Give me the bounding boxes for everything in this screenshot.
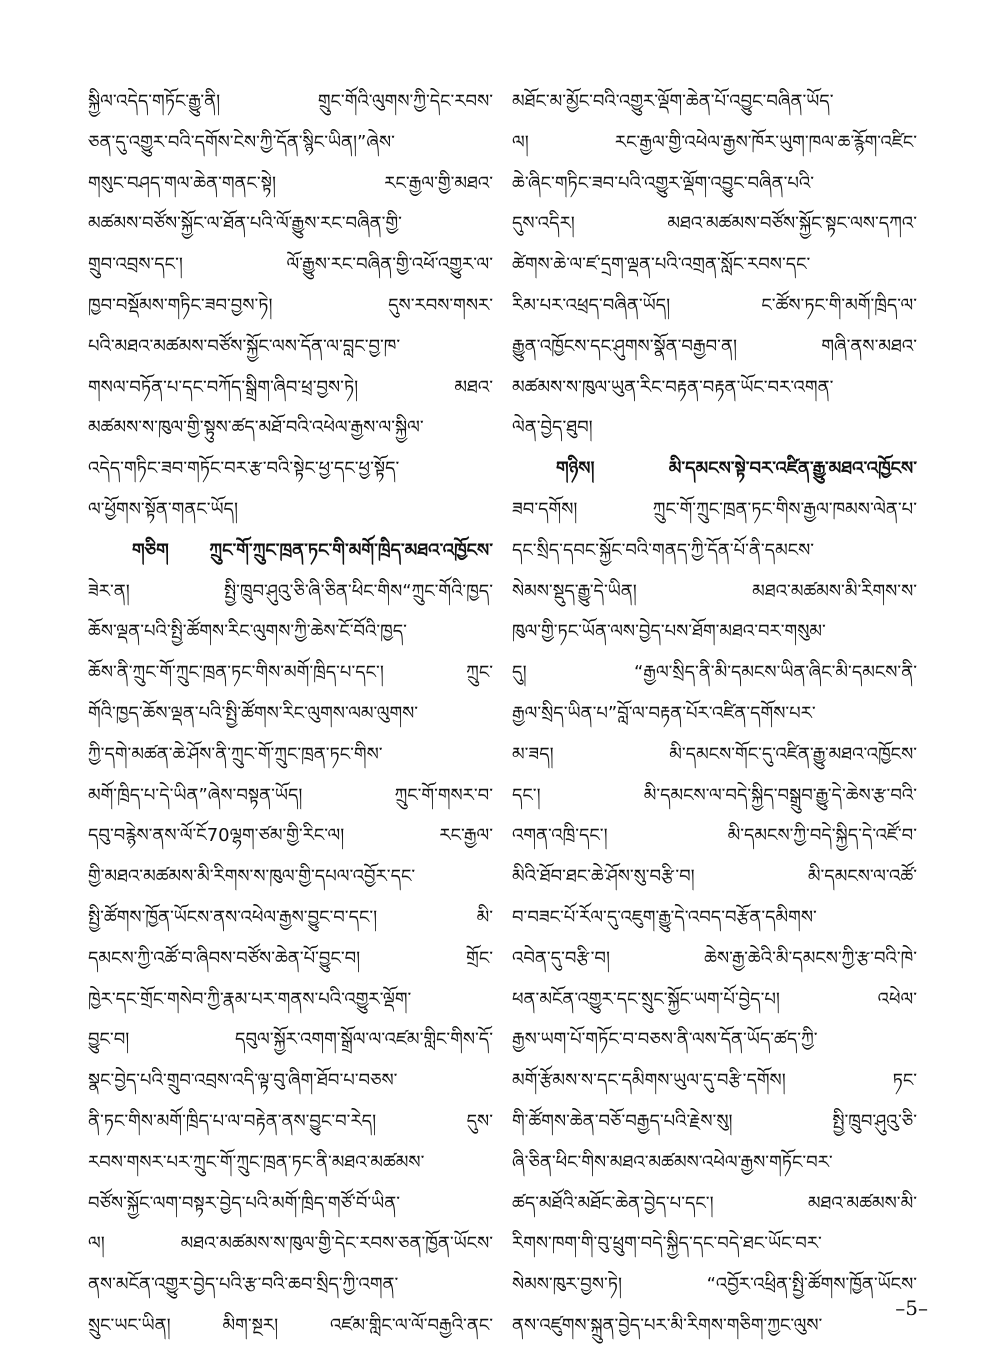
- text-line: མཚམས་ས་ཁུལ་ཡུན་རིང་བརྟན་བརྟན་ཡོང་བར་འགན་: [512, 376, 834, 398]
- text-line: ཆོས་ལྡན་པའི་སྤྱི་ཚོགས་རིང་ལུགས་ཀྱི་ཆེས་ངོ་བོའི་ཁྱད་: [88, 621, 407, 643]
- text-line: པའི་མཐའ་མཚམས་བཙོས་སྐྱོང་ལས་དོན་ལ་བླང་བྱ་ཁ་: [88, 335, 401, 357]
- text-line: ནི་ཏང་གིས་མགོ་ཁྲིད་པ་ལ་བརྟེན་ནས་བྱུང་བ་རེད། དུས་: [88, 1110, 493, 1132]
- text-line: སྲུང་ཡང་ཡིན། མིག་སྔར། འཛམ་གླིང་ལ་ལོ་བརྒྱའི་ནང་: [88, 1314, 493, 1336]
- text-line: དང་སྲིད་དབང་སྐྱོང་བའི་གནད་ཀྱི་དོན་པོ་ནི་དམངས་: [512, 539, 815, 561]
- text-line: མ་ཟད། མི་དམངས་གོང་དུ་འཛིན་རྒྱུ་མཐའ་འཁྱོངས་: [512, 743, 917, 765]
- text-line: ཁྱེར་དང་གྲོང་གསེབ་ཀྱི་རྣམ་པར་གནས་པའི་འགྱུར་ལྡོག་: [88, 988, 412, 1010]
- text-line: ཞི་ཅིན་ཕིང་གིས་མཐའ་མཚམས་འཕེལ་རྒྱས་གཏོང་བར་: [512, 1151, 833, 1173]
- text-line: མགོ་ཁྲིད་པ་དེ་ཡིན”ཞེས་བསྟན་ཡོད། ཀྲུང་གོ་གསར་བ་: [88, 784, 493, 806]
- text-line: ཚེགས་ཆེ་ལ་ཛ་དྲག་ལྡན་པའི་འགྲན་སློང་རབས་དང་: [512, 254, 811, 276]
- page-number: –5–: [895, 1296, 928, 1320]
- section-heading: གཅིག ཀྲུང་གོ་ཀྲུང་ཁྲན་ཏང་གི་མགོ་ཁྲིད་མཐའ་འཁྱོངས་: [132, 539, 493, 561]
- text-line: ཁུལ་གྱི་ཏང་ཡོན་ལས་བྱེད་པས་ཐོག་མཐའ་བར་གསུམ་: [512, 621, 826, 643]
- text-line: དབུ་བརྙེས་ནས་ལོ་ངོ70ལྷག་ཙམ་གྱི་རིང་ལ། རང་རྒྱལ་: [88, 825, 493, 847]
- text-line: བྱུང་བ། དབུལ་སྐྱོར་འགག་སྒྲོལ་ལ་འཛམ་གླིང་གིས་དོ་: [88, 1029, 493, 1051]
- text-line: ལ། མཐའ་མཚམས་ས་ཁུལ་གྱི་དེང་རབས་ཅན་ཁྱོན་ཡོངས་: [88, 1233, 493, 1255]
- text-line: སེམས་སྡུད་རྒྱུ་དེ་ཡིན། མཐའ་མཚམས་མི་རིགས་ས་: [512, 580, 917, 602]
- text-line: གསུང་བཤད་གལ་ཆེན་གནང་སྟེ། རང་རྒྱལ་གྱི་མཐའ་: [88, 172, 493, 194]
- text-line: རྒྱལ་སྲིད་ཡིན་པ”བློ་ལ་བརྟན་པོར་འཛིན་དགོས་པར་: [512, 702, 816, 724]
- text-line: གསལ་བཏོན་པ་དང་བཀོད་སྒྲིག་ཞིབ་ཕྲ་བྱས་ཏེ། མཐའ་: [88, 376, 493, 398]
- text-line: རིགས་ཁག་གི་བུ་ཕྲུག་བདེ་སྐྱིད་དང་བདེ་ཐང་ཡོང་བར་: [512, 1233, 822, 1255]
- text-line: ནས་འཛུགས་སྐྲུན་བྱེད་པར་མི་རིགས་གཅིག་ཀྱང་ལུས་: [512, 1314, 823, 1336]
- text-line: གི་ཚོགས་ཆེན་བཅོ་བརྒྱད་པའི་རྗེས་སུ། སྤྱི་ཁྲུབ་ཤུའུ་ཅི་: [512, 1110, 917, 1132]
- text-line: ཆོས་ནི་ཀྲུང་གོ་ཀྲུང་ཁྲན་ཏང་གིས་མགོ་ཁྲིད་པ་དང་། ཀྲུང་: [88, 662, 493, 684]
- text-line: བ་བཟང་པོ་རོལ་དུ་འཇུག་རྒྱུ་དེ་འབད་བརྩོན་དམིགས་: [512, 906, 817, 928]
- text-line: ཀྱི་དགེ་མཚན་ཆེ་ཤོས་ནི་ཀྲུང་གོ་ཀྲུང་ཁྲན་ཏང་གིས་: [88, 743, 383, 765]
- text-line: རིམ་པར་འཕྲད་བཞིན་ཡོད། ང་ཚོས་ཏང་གི་མགོ་ཁྲིད་ལ་: [512, 294, 917, 316]
- text-line: འབེན་དུ་བརྩི་བ། ཆེས་རྒྱ་ཆེའི་མི་དམངས་ཀྱི་རྩ་བའི་ཁེ་: [512, 947, 917, 969]
- text-line: ཆེ་ཞིང་གཏིང་ཟབ་པའི་འགྱུར་ལྡོག་འབྱུང་བཞིན་པའི་: [512, 172, 815, 194]
- text-line: དམངས་ཀྱི་འཚོ་བ་ཞིབས་བཙོས་ཆེན་པོ་བྱུང་བ། གྲོང་: [88, 947, 493, 969]
- text-line: མཚམས་བཙོས་སྐྱོང་ལ་ཐོན་པའི་ལོ་རྒྱུས་རང་བཞིན་གྱི་: [88, 213, 402, 235]
- section-heading: གཉིས། མི་དམངས་སྟེ་བར་འཛིན་རྒྱུ་མཐའ་འཁྱོངས་: [556, 458, 917, 480]
- text-line: ཚད་མཐོའི་མཐོང་ཆེན་བྱེད་པ་དང་། མཐའ་མཚམས་མི་: [512, 1192, 917, 1214]
- text-line: བཙོས་སྐྱོང་ལག་བསྟར་བྱེད་པའི་མགོ་ཁྲིད་གཙོ་བོ་ཡིན་: [88, 1192, 400, 1214]
- text-line: མགོ་རྩོམས་ས་དང་དམིགས་ཡུལ་དུ་བརྩི་དགོས། ཏང་: [512, 1070, 917, 1092]
- text-line: དང་། མི་དམངས་ལ་བདེ་སྐྱིད་བསྒྲུབ་རྒྱུ་དེ་ཆེས་རྩ་བའི་: [512, 784, 917, 806]
- text-line: མཚམས་ས་ཁུལ་གྱི་སྟུས་ཚད་མཐོ་བའི་འཕེལ་རྒྱས་ལ་སྐྱིལ་: [88, 417, 424, 439]
- text-line: ལ། རང་རྒྱལ་གྱི་འཕེལ་རྒྱས་ཁོར་ཡུག་ཁལ་ཆ་རྙོག་འཛིང་: [512, 131, 917, 153]
- text-line: མཐོང་མ་མྱོང་བའི་འགྱུར་ལྡོག་ཆེན་པོ་འབྱུང་བཞིན་ཡོད་: [512, 91, 834, 112]
- text-line: འགན་འཁྲི་དང་། མི་དམངས་ཀྱི་བདེ་སྐྱིད་དེ་འཛོ་བ་: [512, 825, 917, 847]
- text-line: རྒྱུན་འཁྱོངས་དང་ཤུགས་སྣོན་བརྒྱབ་ན། གཞི་ནས་མཐའ་: [512, 335, 917, 357]
- text-line: འདེད་གཏིང་ཟབ་གཏོང་བར་རྩ་བའི་སྟེང་ཕྱ་དང་ཕྱ་སྟོད་: [88, 458, 400, 480]
- text-line: ཟབ་དགོས། ཀྲུང་གོ་ཀྲུང་ཁྲན་ཏང་གིས་རྒྱལ་ཁམས་ལེན་པ་: [512, 498, 917, 520]
- text-line: སྣང་བྱེད་པའི་གྲུབ་འབྲས་འདི་ལྟ་བུ་ཞིག་ཐོབ་པ་བཅས་: [88, 1070, 398, 1092]
- text-line: རྒྱས་ཡག་པོ་གཏོང་བ་བཅས་ནི་ལས་དོན་ཡོད་ཚད་ཀྱི་: [512, 1029, 818, 1051]
- text-line: ནས་མངོན་འགྱུར་བྱེད་པའི་རྩ་བའི་ཆབ་སྲིད་ཀྱི་འགན་: [88, 1274, 399, 1296]
- text-line: ལེན་བྱེད་ཐུབ།: [512, 417, 593, 439]
- left-column: [88, 82, 493, 1347]
- text-line: ཟེར་ན། སྤྱི་ཁྲུབ་ཤུའུ་ཅི་ཞི་ཅིན་ཕིང་གིས“ཀྲུང་གོའི་ཁྱད་: [88, 580, 493, 602]
- text-line: དུས་འདིར། མཐའ་མཚམས་བཙོས་སྐྱོང་སྟང་ལས་དཀའ་: [512, 213, 917, 235]
- text-line: ཕན་མངོན་འགྱུར་དང་སྲུང་སྐྱོང་ཡག་པོ་བྱེད་པ། འཕེལ་: [512, 988, 917, 1010]
- right-column: [512, 82, 917, 1347]
- text-line: གོའི་ཁྱད་ཆོས་ལྡན་པའི་སྤྱི་ཚོགས་རིང་ལུགས་ལམ་ལུགས་: [88, 702, 419, 724]
- text-line: ཁྱབ་བསྡོམས་གཏིང་ཟབ་བྱས་ཏེ། དུས་རབས་གསར་: [88, 294, 493, 316]
- text-line: རབས་གསར་པར་ཀྲུང་གོ་ཀྲུང་ཁྲན་ཏང་ནི་མཐའ་མཚམས་: [88, 1151, 425, 1173]
- text-line: དུ། “རྒྱལ་སྲིད་ནི་མི་དམངས་ཡིན་ཞིང་མི་དམངས་ནི་: [512, 662, 917, 684]
- text-line: སེམས་ཁུར་བྱས་ཏེ། “འབྱོར་འཕྲིན་སྤྱི་ཚོགས་ཁྱོན་ཡོངས་: [512, 1274, 917, 1296]
- text-line: ཅན་དུ་འགྱུར་བའི་དགོས་ངེས་ཀྱི་དོན་སྙིང་ཡིན།”ཞེས་: [88, 131, 395, 153]
- text-line: སྐྱིལ་འདེད་གཏོང་རྒྱུ་ནི། གྲུང་གོའི་ལུགས་ཀྱི་དེང་རབས་: [88, 91, 493, 112]
- text-line: མིའི་ཐོབ་ཐང་ཆེ་ཤོས་སུ་བརྩི་བ། མི་དམངས་ལ་འཚོ་: [512, 866, 917, 888]
- text-line: སྤྱི་ཚོགས་ཁྱོན་ཡོངས་ནས་འཕེལ་རྒྱས་བྱུང་བ་དང་། མི་: [88, 906, 493, 928]
- text-line: གྲུབ་འབྲས་དང་། ལོ་རྒྱུས་རང་བཞིན་གྱི་འཕོ་འགྱུར་ལ་: [88, 254, 493, 276]
- text-line: གྱི་མཐའ་མཚམས་མི་རིགས་ས་ཁུལ་གྱི་དཔལ་འབྱོར་དང་: [88, 866, 416, 888]
- text-line: ལ་ཕྱོགས་སྟོན་གནང་ཡོད།: [88, 498, 238, 520]
